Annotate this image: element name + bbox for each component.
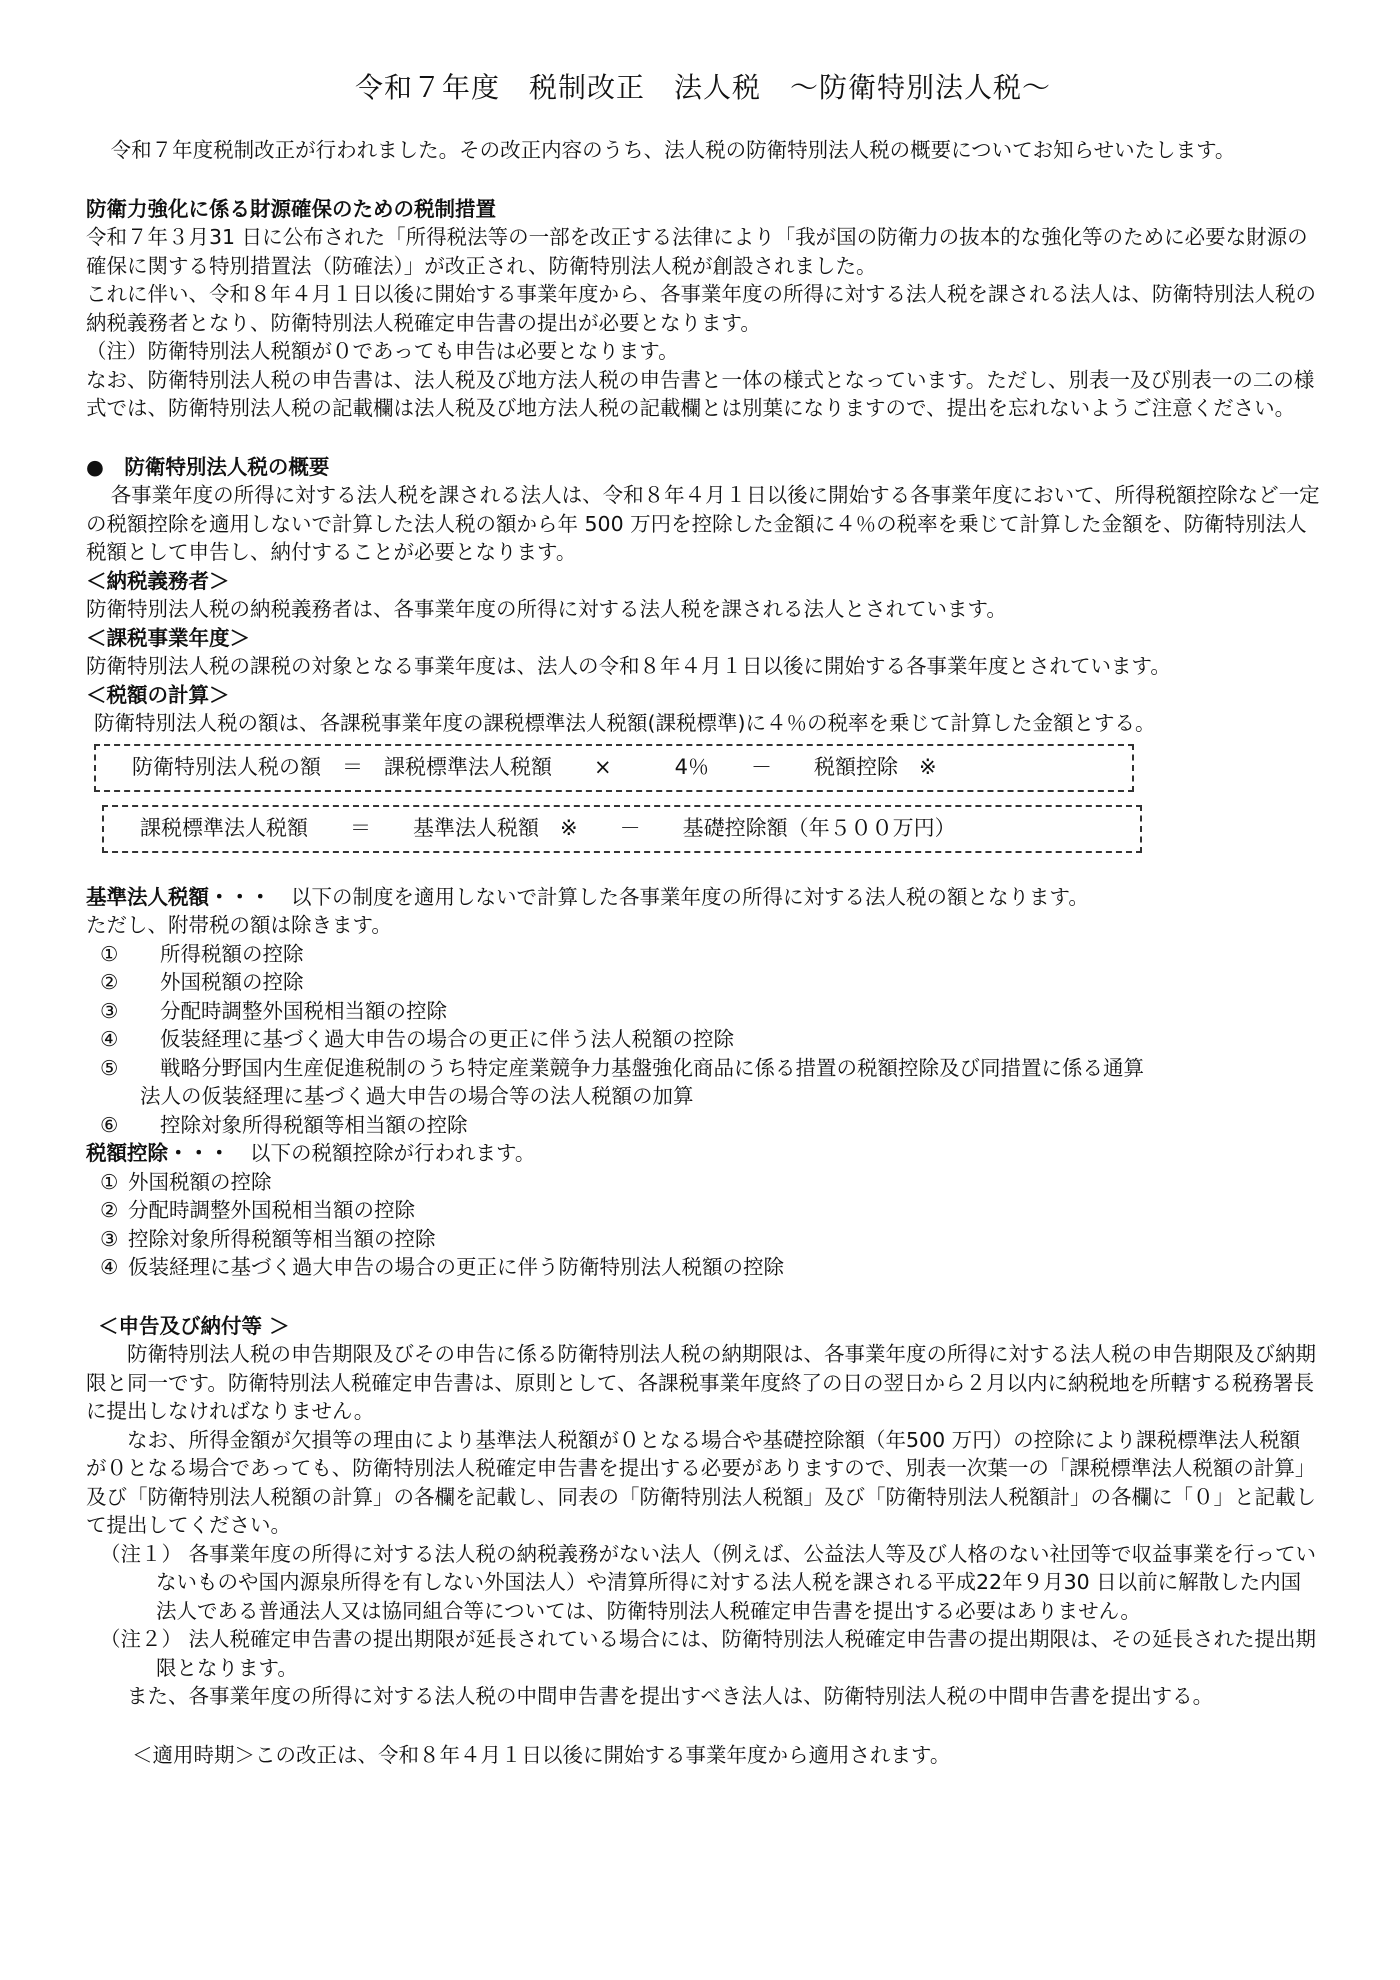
list-item <box>86 1111 1320 1140</box>
formula-box-1 <box>94 744 1134 792</box>
list-item-continued <box>86 1082 1320 1111</box>
list-item-number: ③ <box>100 998 119 1023</box>
list-item-number: ② <box>100 970 119 994</box>
spacer <box>86 165 1320 195</box>
spacer <box>86 853 1320 883</box>
filing-heading: ＜申告及び納付等 ＞ <box>98 1313 290 1338</box>
taxpayer-heading: ＜納税義務者＞ <box>86 568 230 593</box>
tax-calc-heading: ＜税額の計算＞ <box>86 682 230 707</box>
list-item-text: 外国税額の控除 <box>128 1169 272 1194</box>
list-item-number: ⑤ <box>100 1055 119 1080</box>
formula-2: 課税標準法人税額 ＝ 基準法人税額 ※ － 基礎控除額（年５００万円） <box>140 816 956 841</box>
base-tax-exclusion-list <box>86 940 1320 1140</box>
filing-paragraph-2: なお、所得金額が欠損等の理由により基準法人税額が０となる場合や基礎控除額（年500 万円）の控除により課税標準法人税額が０となる場合であっても、防衛特別法人税確定申告書を提出する必要がありますので、別表一次葉一の「課税標準法人税額の計算」及び「防衛特別法人税額の計算」の各欄を記載し、同表の「防衛特別法人税額」及び「防衛特別法人税額計」の各欄に「０」と記載して提出してください。 <box>86 1427 1316 1537</box>
taxable-year-heading: ＜課税事業年度＞ <box>86 625 250 650</box>
list-item-text: 所得税額の控除 <box>160 941 304 966</box>
tax-credit-line <box>86 1139 1320 1168</box>
section1-paragraph-2: これに伴い、令和８年４月１日以後に開始する事業年度から、各事業年度の所得に対する法人税を課される法人は、防衛特別法人税の納税義務者となり、防衛特別法人税確定申告書の提出が必要となります。 <box>86 282 1316 335</box>
list-item-number: ④ <box>100 1255 119 1279</box>
list-item <box>86 940 1320 969</box>
list-item-number: ⑥ <box>100 1112 119 1137</box>
list-item-text: 法人の仮装経理に基づく過大申告の場合等の法人税額の加算 <box>140 1084 694 1108</box>
section1-paragraph-1: 令和７年３月31 日に公布された「所得税法等の一部を改正する法律により「我が国の防衛力の抜本的な強化等のために必要な財源の確保に関する特別措置法（防確法）」が改正され、防衛特別法人税が創設されました。 <box>86 225 1308 278</box>
list-item-number: ① <box>100 1169 119 1194</box>
list-item-number: ① <box>100 941 119 966</box>
tax-calc-text: 防衛特別法人税の額は、各課税事業年度の課税標準法人税額(課税標準)に４％の税率を乗じて計算した金額とする。 <box>94 711 1156 735</box>
list-item <box>86 1253 1320 1282</box>
list-item <box>86 1168 1320 1197</box>
section1-note: （注）防衛特別法人税額が０であっても申告は必要となります。 <box>86 339 679 363</box>
filing-paragraph-1: 防衛特別法人税の申告期限及びその申告に係る防衛特別法人税の納期限は、各事業年度の所得に対する法人税の申告期限及び納期限と同一です。防衛特別法人税確定申告書は、原則として、各課税事業年度終了の日の翌日から２月以内に納税地を所轄する税務署長に提出しなければなりません。 <box>86 1342 1316 1423</box>
effective-date: ＜適用時期＞この改正は、令和８年４月１日以後に開始する事業年度から適用されます。 <box>132 1742 951 1767</box>
list-item-text: 仮装経理に基づく過大申告の場合の更正に伴う防衛特別法人税額の控除 <box>128 1255 784 1279</box>
list-item <box>86 1196 1320 1225</box>
tax-credit-text: 以下の税額控除が行われます。 <box>229 1141 536 1165</box>
formula-1: 防衛特別法人税の額 ＝ 課税標準法人税額 × 4％ － 税額控除 ※ <box>132 755 937 780</box>
list-item-number: ③ <box>100 1226 119 1251</box>
list-item-text: 控除対象所得税額等相当額の控除 <box>160 1112 468 1137</box>
filing-paragraph-3: また、各事業年度の所得に対する法人税の中間申告書を提出すべき法人は、防衛特別法人税の中間申告書を提出する。 <box>127 1684 1214 1708</box>
section2-heading: ● 防衛特別法人税の概要 <box>86 454 330 479</box>
tax-credit-list <box>86 1168 1320 1282</box>
list-item <box>86 1054 1320 1083</box>
list-item-text: 仮装経理に基づく過大申告の場合の更正に伴う法人税額の控除 <box>160 1027 734 1051</box>
section1-paragraph-3: なお、防衛特別法人税の申告書は、法人税及び地方法人税の申告書と一体の様式となっています。ただし、別表一及び別表一の二の様式では、防衛特別法人税の記載欄は法人税及び地方法人税の記載欄とは別葉になりますので、提出を忘れないようご注意ください。 <box>86 367 1315 420</box>
page-title: 令和７年度 税制改正 法人税 ～防衛特別法人税～ <box>354 71 1051 104</box>
list-item-text: 控除対象所得税額等相当額の控除 <box>128 1226 436 1251</box>
taxpayer-text: 防衛特別法人税の納税義務者は、各事業年度の所得に対する法人税を課される法人とされています。 <box>86 597 1007 621</box>
list-item-text: 分配時調整外国税相当額の控除 <box>128 1198 415 1222</box>
formula-box-2 <box>102 805 1142 853</box>
section1-heading: 防衛力強化に係る財源確保のための税制措置 <box>86 196 496 221</box>
tax-credit-heading: 税額控除・・・ <box>86 1141 230 1165</box>
intro-paragraph: 令和７年度税制改正が行われました。その改正内容のうち、法人税の防衛特別法人税の概要についてお知らせいたします。 <box>110 138 1236 162</box>
base-tax-text: 以下の制度を適用しないで計算した各事業年度の所得に対する法人税の額となります。 <box>270 884 1089 909</box>
list-item-number: ④ <box>100 1027 119 1051</box>
list-item <box>86 1225 1320 1254</box>
base-tax-heading: 基準法人税額・・・ <box>86 884 271 909</box>
section2-paragraph: 各事業年度の所得に対する法人税を課される法人は、令和８年４月１日以後に開始する各事業年度において、所得税額控除など一定の税額控除を適用しないで計算した法人税の額から年 500 万円を控除した金額に４％の税率を乗じて計算した金額を、防衛特別法人税額として申告し、納付することが必要となります。 <box>86 483 1320 564</box>
list-item-text: 戦略分野国内生産促進税制のうち特定産業競争力基盤強化商品に係る措置の税額控除及び同措置に係る通算 <box>160 1055 1144 1080</box>
list-item-text: 分配時調整外国税相当額の控除 <box>160 998 447 1023</box>
list-item-number: ② <box>100 1198 119 1222</box>
taxable-year-text: 防衛特別法人税の課税の対象となる事業年度は、法人の令和８年４月１日以後に開始する各事業年度とされています。 <box>86 654 1171 678</box>
list-item <box>86 968 1320 997</box>
filing-note-1: （注１） 各事業年度の所得に対する法人税の納税義務がない法人（例えば、公益法人等及び人格のない社団等で収益事業を行っていないものや国内源泉所得を有しない外国法人）や清算所得に対する法人税を課される平成22年９月30 日以前に解散した内国法人である普通法人又は協同組合等については、防衛特別法人税確定申告書を提出する必要はありません。 <box>100 1541 1317 1623</box>
base-tax-text-2: ただし、附帯税の額は除きます。 <box>86 913 392 937</box>
filing-note-2: （注２） 法人税確定申告書の提出期限が延長されている場合には、防衛特別法人税確定申告書の提出期限は、その延長された提出期限となります。 <box>100 1627 1317 1680</box>
list-item-text: 外国税額の控除 <box>160 970 304 994</box>
spacer <box>86 423 1320 453</box>
spacer <box>86 1282 1320 1312</box>
list-item <box>86 1025 1320 1054</box>
list-item <box>86 997 1320 1026</box>
spacer <box>86 1711 1320 1741</box>
base-tax-line <box>86 883 1320 912</box>
